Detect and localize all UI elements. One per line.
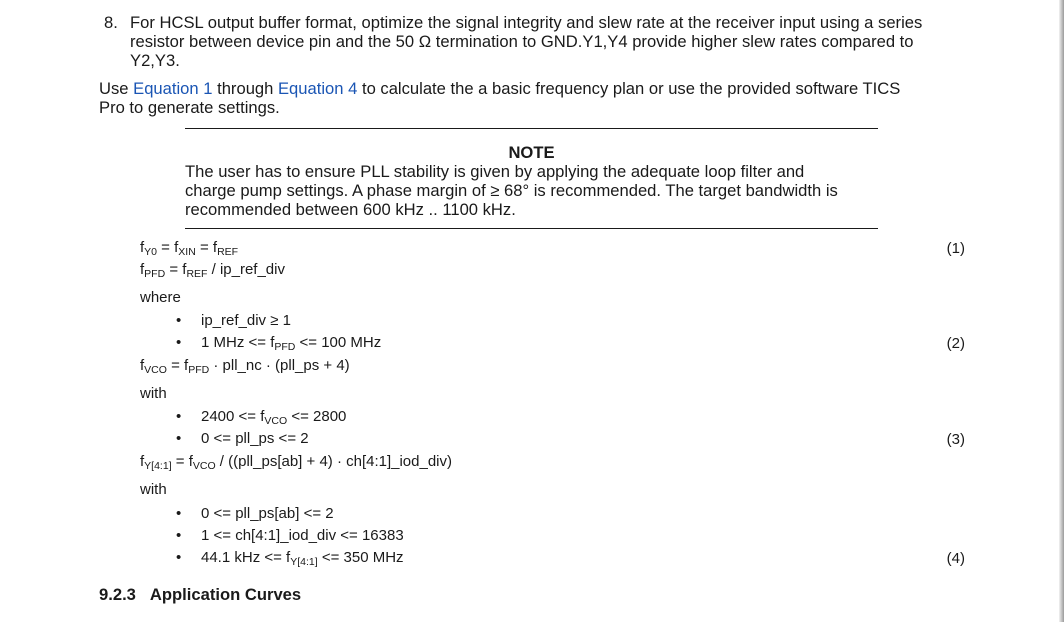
scrollbar-edge[interactable] [1059, 0, 1064, 622]
equation-2: $f_{VCO} = f_{PFD}$ · pll_nc · (pll_ps + 4) [140, 357, 350, 376]
bullet: • [176, 549, 182, 566]
intro-paragraph [99, 79, 900, 98]
with2-item-1: 0 <= pll_ps[ab] <= 2 [201, 505, 334, 522]
bullet: • [176, 505, 182, 522]
section-title: Application Curves [149, 585, 302, 604]
equation-4-link[interactable]: Equation 4 [277, 79, 358, 98]
with-label-1: with [140, 385, 167, 402]
intro-pre: Use [99, 79, 134, 98]
item8-line1: For HCSL output buffer format, optimize the signal integrity and slew rate at the receiver input using a series [130, 13, 923, 32]
where-item-1: ip_ref_div ≥ 1 [201, 312, 291, 329]
with2-item-3: 44.1 kHz <= $f_{Y[4:1]} <= 350$ MHz [201, 549, 404, 568]
item8-line2: resistor between device pin and the 50 Ω termination to GND.Y1,Y4 provide higher slew rates compared to [130, 32, 914, 51]
section-number: 9.2.3 [99, 585, 136, 604]
with-label-2: with [140, 481, 167, 498]
where-item-2: 1 MHz <= $f_{PFD} <= 100$ MHz [201, 334, 382, 353]
bullet: • [176, 408, 182, 425]
bullet: • [176, 430, 182, 447]
list-number: 8. [104, 13, 118, 32]
note-line3: recommended between 600 kHz .. 1100 kHz. [185, 200, 516, 219]
note-title: NOTE [508, 143, 555, 162]
intro-mid: through [212, 79, 278, 98]
note-line2: charge pump settings. A phase margin of ≥ 68° is recommended. The target bandwidth is [185, 181, 838, 200]
with1-item-1: $2400 <= f_{VCO} <= 2800$ [201, 408, 347, 427]
equation-3-number: (3) [946, 431, 965, 448]
where-label: where [140, 289, 181, 306]
section-heading [99, 585, 301, 604]
intro-line2: Pro to generate settings. [99, 98, 280, 117]
equation-1b: $f_{PFD} = f_{REF}$ / ip_ref_div [140, 261, 285, 280]
bullet: • [176, 334, 182, 351]
equation-1-link[interactable]: Equation 1 [133, 79, 213, 98]
equation-1: $f_{Y0} = f_{XIN} = f_{REF}$ [140, 239, 239, 258]
equation-2-number: (2) [946, 335, 965, 352]
note-line1: The user has to ensure PLL stability is given by applying the adequate loop filter and [185, 162, 805, 181]
bullet: • [176, 527, 182, 544]
note-top-rule [185, 128, 878, 129]
note-bottom-rule [185, 228, 878, 229]
item8-line3: Y2,Y3. [130, 51, 180, 70]
equation-1-number: (1) [946, 240, 965, 257]
bullet: • [176, 312, 182, 329]
intro-post: to calculate the a basic frequency plan or use the provided software TICS [357, 79, 901, 98]
with2-item-2: 1 <= ch[4:1]_iod_div <= 16383 [201, 527, 404, 544]
with1-item-2: 0 <= pll_ps <= 2 [201, 430, 309, 447]
equation-3: $f_{Y[4:1]} = f_{VCO}$ / ((pll_ps[ab] + 4) · ch[4:1]_iod_div) [140, 453, 453, 472]
equation-4-number: (4) [946, 550, 965, 567]
